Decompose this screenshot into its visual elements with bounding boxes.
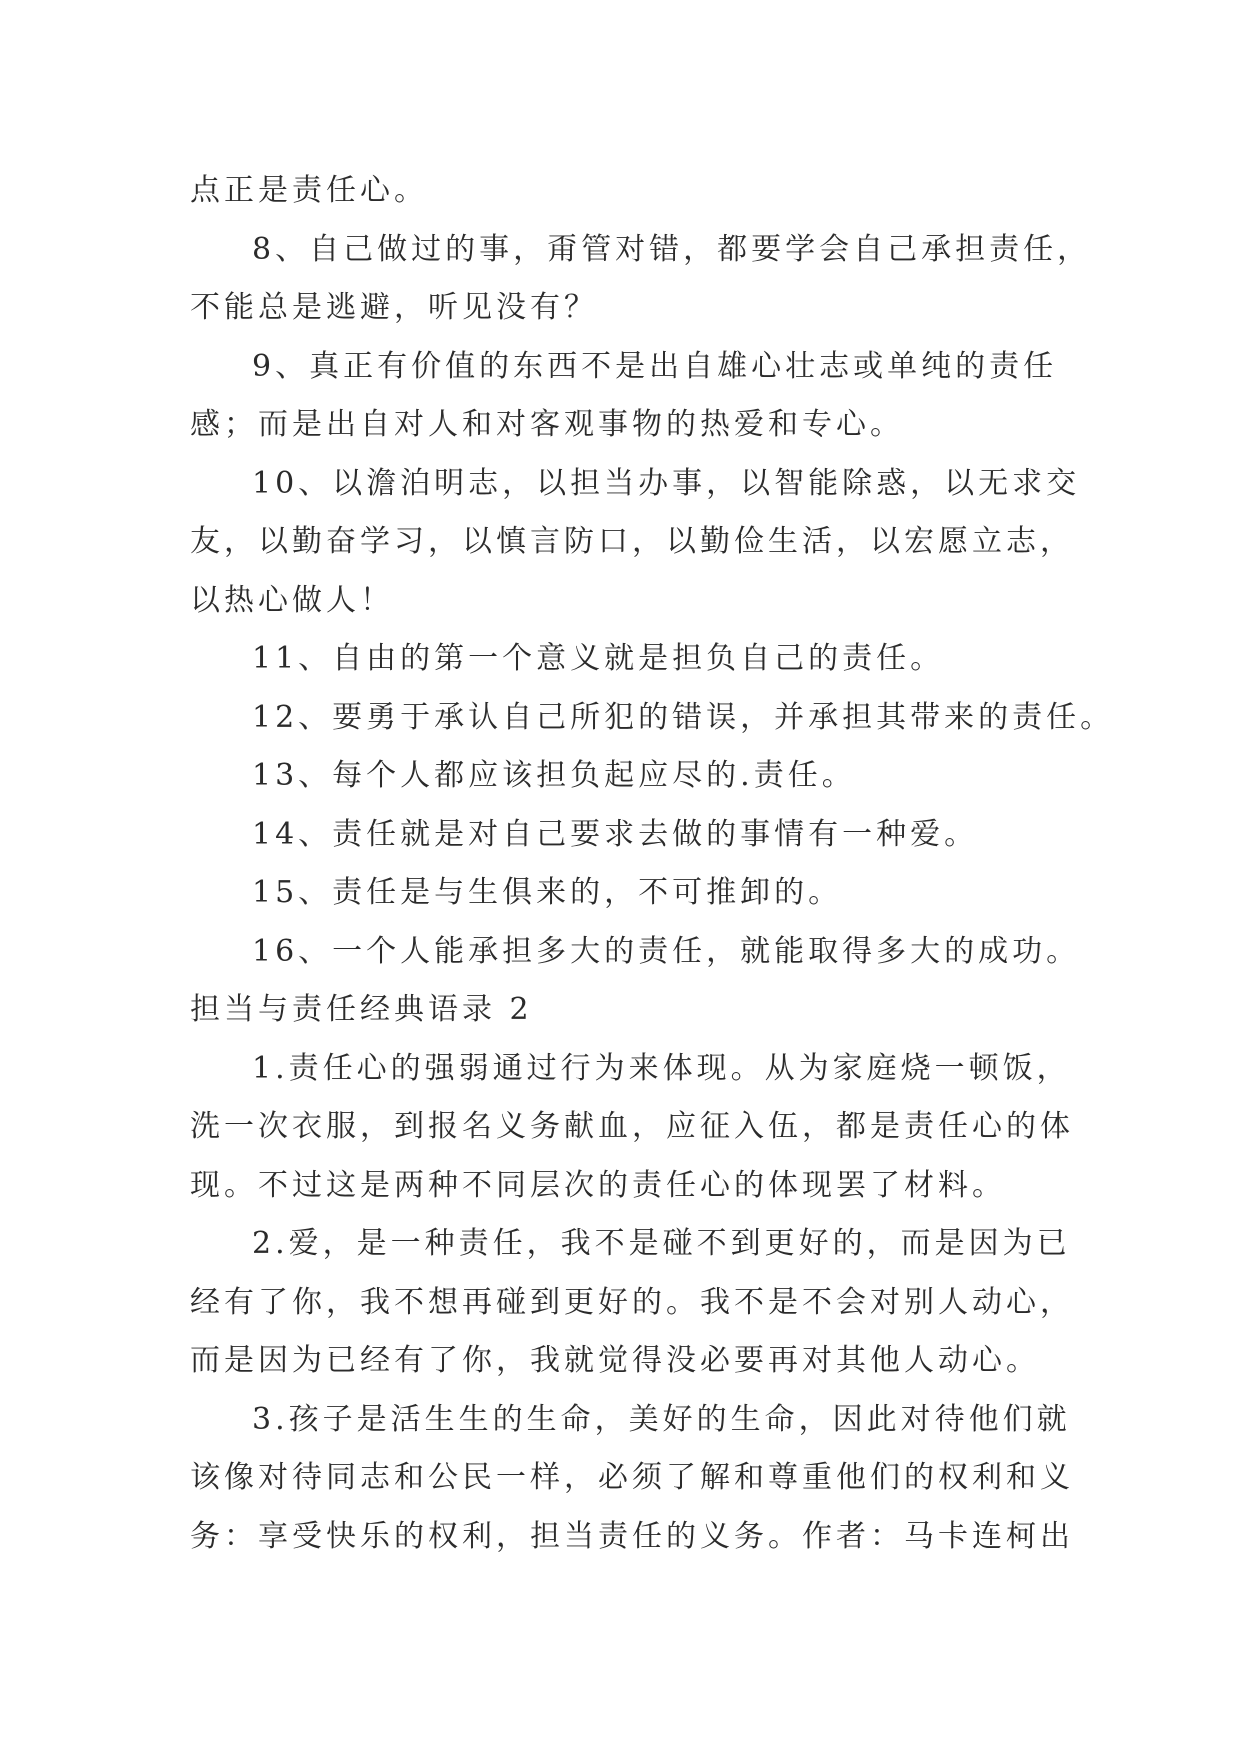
text-line: 洗一次衣服，到报名义务献血，应征入伍，都是责任心的体 bbox=[190, 1109, 1074, 1144]
text-line: 以热心做人！ bbox=[190, 582, 394, 618]
text-line: 13、每个人都应该担负起应尽的.责任。 bbox=[252, 758, 856, 793]
text-line: 12、要勇于承认自己所犯的错误，并承担其带来的责任。 bbox=[252, 699, 1115, 735]
text-line: 务：享受快乐的权利，担当责任的义务。作者：马卡连柯出 bbox=[190, 1518, 1074, 1554]
text-line: 感；而是出自对人和对客观事物的热爱和专心。 bbox=[190, 407, 904, 442]
text-line: 该像对待同志和公民一样，必须了解和尊重他们的权利和义 bbox=[190, 1460, 1074, 1495]
text-line: 14、责任就是对自己要求去做的事情有一种爱。 bbox=[252, 816, 979, 852]
document-body bbox=[190, 162, 1115, 1566]
text-line: 10、以澹泊明志，以担当办事，以智能除惑，以无求交 bbox=[252, 465, 1081, 501]
text-line: 而是因为已经有了你，我就觉得没必要再对其他人动心。 bbox=[190, 1343, 1040, 1378]
text-line: 现。不过这是两种不同层次的责任心的体现罢了材料。 bbox=[190, 1167, 1006, 1203]
text-line: 点正是责任心。 bbox=[190, 173, 428, 208]
text-line: 3.孩子是活生生的生命，美好的生命，因此对待他们就 bbox=[252, 1401, 1071, 1437]
text-line: 1.责任心的强弱通过行为来体现。从为家庭烧一顿饭， bbox=[252, 1050, 1071, 1086]
text-line: 8、自己做过的事，甭管对错，都要学会自己承担责任， bbox=[252, 231, 1092, 267]
text-line: 担当与责任经典语录 2 bbox=[190, 992, 533, 1027]
text-line: 11、自由的第一个意义就是担负自己的责任。 bbox=[252, 641, 945, 676]
text-line: 2.爱，是一种责任，我不是碰不到更好的，而是因为已 bbox=[252, 1226, 1071, 1261]
text-line: 16、一个人能承担多大的责任，就能取得多大的成功。 bbox=[252, 933, 1081, 969]
text-line: 不能总是逃避，听见没有？ bbox=[190, 290, 598, 325]
text-line: 经有了你，我不想再碰到更好的。我不是不会对别人动心， bbox=[190, 1284, 1074, 1320]
text-line: 15、责任是与生俱来的，不可推卸的。 bbox=[252, 875, 843, 910]
text-line: 友，以勤奋学习，以慎言防口，以勤俭生活，以宏愿立志， bbox=[190, 524, 1074, 559]
text-line: 9、真正有价值的东西不是出自雄心壮志或单纯的责任 bbox=[252, 348, 1058, 384]
